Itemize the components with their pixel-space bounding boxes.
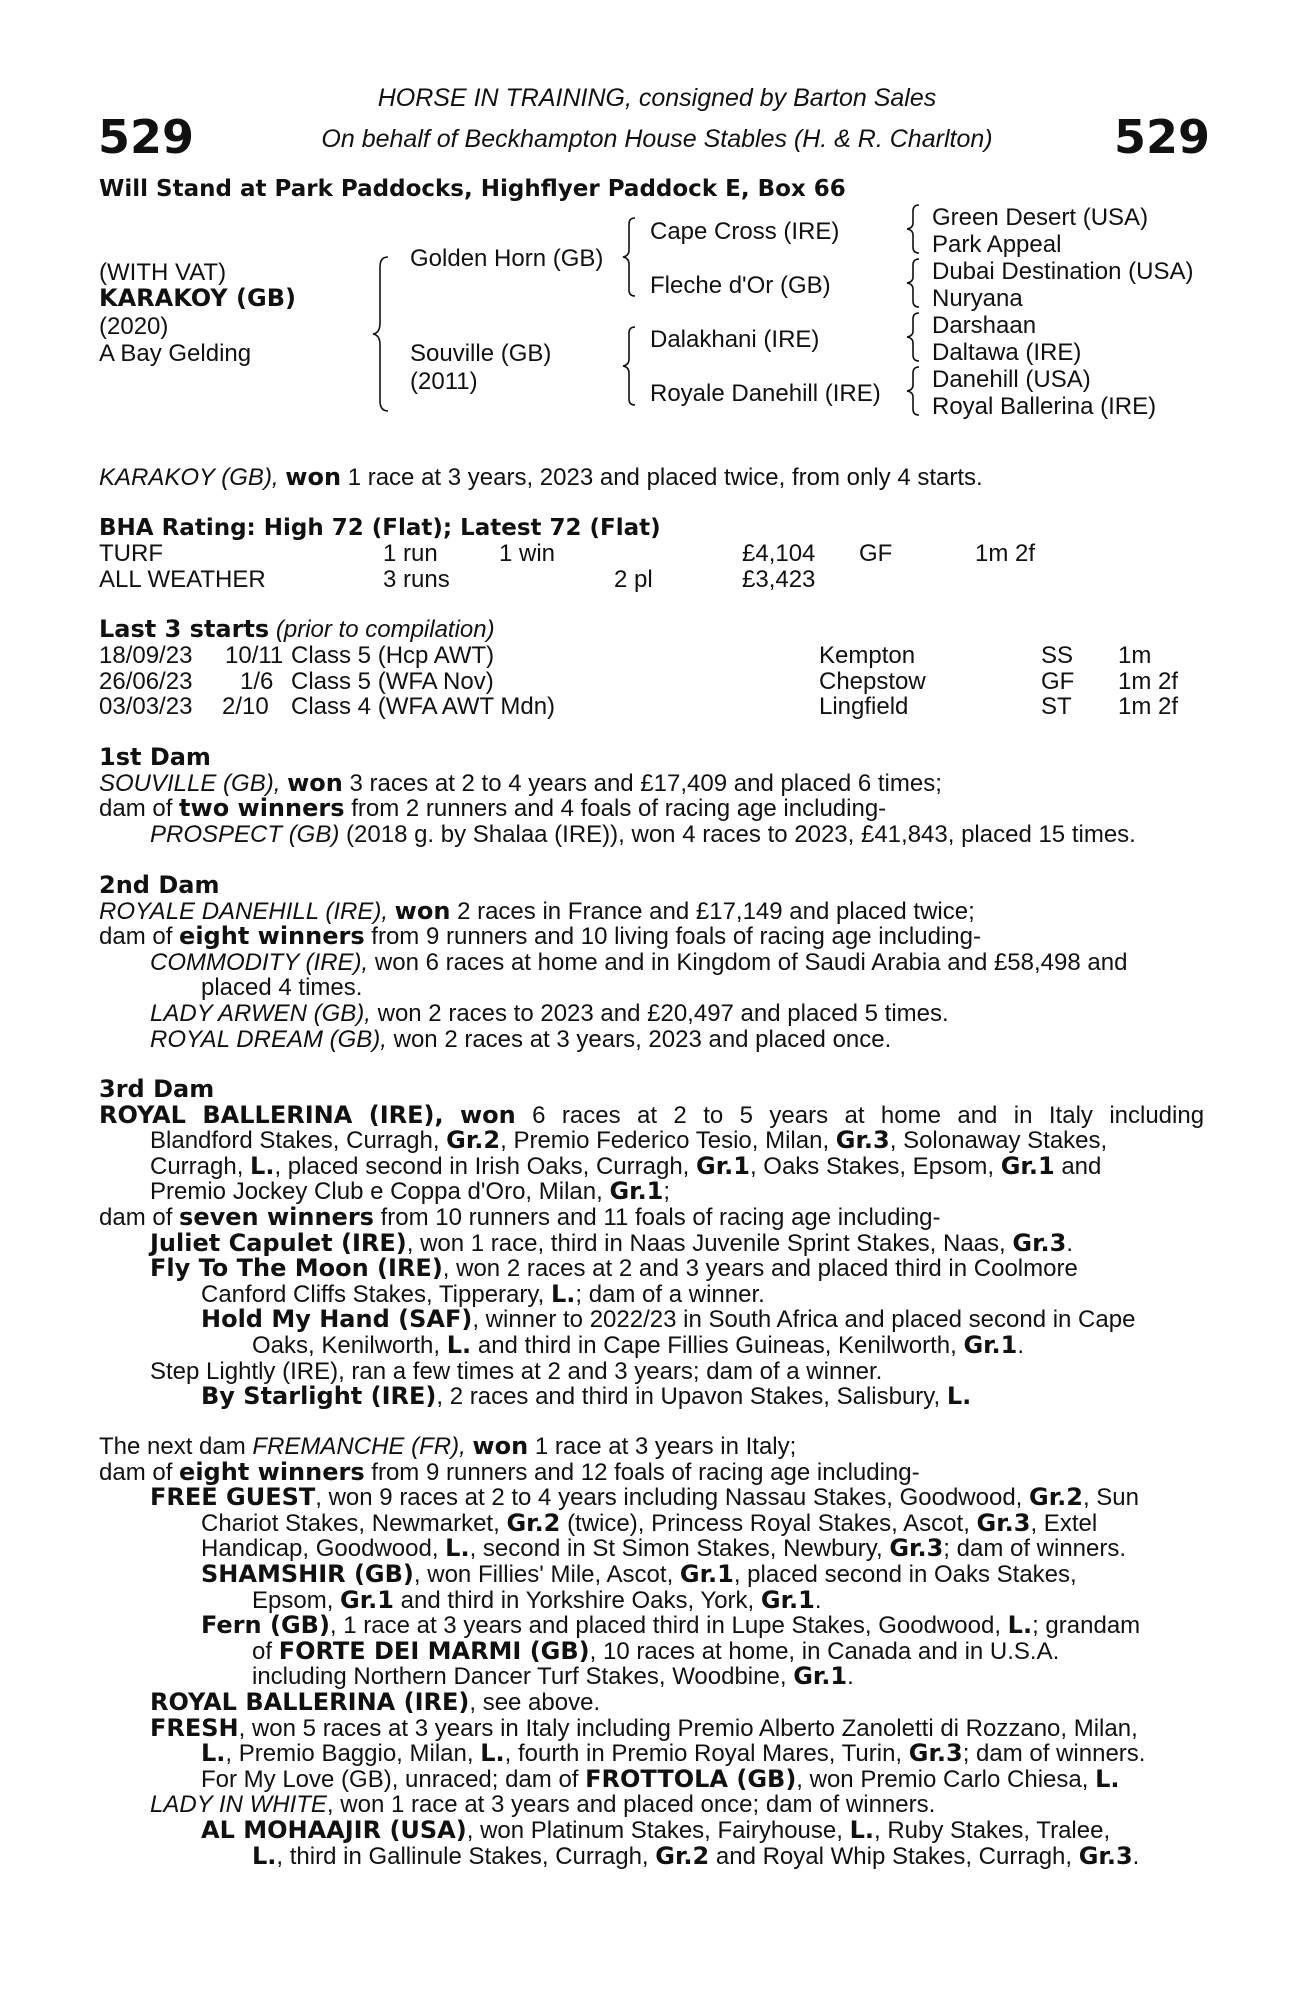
produce-line: Fern (GB), 1 race at 3 years and placed third in Lupe Stakes, Goodwood, L.; grandam [201,1611,1141,1640]
pedigree-dsd: Daltawa (IRE) [932,339,1082,366]
produce-line: FRESH, won 5 races at 3 years in Italy including Premio Alberto Zanoletti di Rozzano, Milan, [150,1713,1138,1742]
produce-line: ROYAL BALLERINA (IRE), see above. [150,1687,601,1716]
pedigree-sire-sire: Cape Cross (IRE) [650,218,840,245]
section-heading: 1st Dam [99,743,211,771]
dam-line: ROYALE DANEHILL (IRE), won 2 races in France and £17,149 and placed twice; [99,896,975,925]
produce-line: COMMODITY (IRE), won 6 races at home and in Kingdom of Saudi Arabia and £58,498 and [150,948,1128,976]
rating-row-turf-distance: 1m 2f [975,540,1036,567]
dam-line: dam of seven winners from 10 runners and 11 foals of racing age including- [99,1202,941,1231]
start-course: Lingfield [819,693,909,720]
start-date: 18/09/23 [99,642,193,669]
produce-line: AL MOHAAJIR (USA), won Platinum Stakes, Fairyhouse, L., Ruby Stakes, Tralee, [201,1815,1111,1844]
on-behalf-line: On behalf of Beckhampton House Stables (H. & R. Charlton) [321,125,993,153]
produce-line: Fly To The Moon (IRE), won 2 races at 2 and 3 years and placed third in Coolmore [150,1254,1078,1283]
horse-name: KARAKOY (GB) [99,284,296,312]
produce-line: placed 4 times. [201,974,363,1002]
start-distance: 1m [1118,642,1152,669]
pedigree-dss: Darshaan [932,312,1037,339]
dam-line: dam of two winners from 2 runners and 4 foals of racing age including- [99,794,887,823]
horse-year: (2020) [99,313,169,340]
pedigree-ddd: Royal Ballerina (IRE) [932,393,1157,420]
lot-number-right: 529 [1114,110,1211,164]
pedigree-sire: Golden Horn (GB) [410,245,604,272]
section-heading: 2nd Dam [99,871,220,899]
last-starts-heading: Last 3 starts (prior to compilation) [99,615,495,643]
dam-line: Premio Jockey Club e Coppa d'Oro, Milan, Gr.1; [150,1177,671,1206]
start-race: Class 4 (WFA AWT Mdn) [291,693,556,720]
pedigree-brace-dd [905,365,923,417]
start-position: 10/11 [225,642,284,669]
section-heading: 3rd Dam [99,1075,215,1103]
produce-line: L., third in Gallinule Stakes, Curragh, Gr.2 and Royal Whip Stakes, Curragh, Gr.3. [252,1841,1140,1870]
bha-rating: BHA Rating: High 72 (Flat); Latest 72 (Flat) [99,515,661,541]
produce-line: Canford Cliffs Stakes, Tipperary, L.; dam of a winner. [201,1279,765,1308]
dam-line: The next dam FREMANCHE (FR), won 1 race at 3 years in Italy; [99,1432,797,1460]
start-distance: 1m 2f [1118,668,1179,695]
produce-line: including Northern Dancer Turf Stakes, Woodbine, Gr.1. [252,1662,854,1691]
start-going: SS [1041,642,1074,669]
next-dam-section [99,1434,1204,1869]
produce-line: PROSPECT (GB) (2018 g. by Shalaa (IRE)), won 4 races to 2023, £41,843, placed 15 times. [150,820,1136,848]
start-date: 03/03/23 [99,693,193,720]
vat-status: (WITH VAT) [99,259,227,286]
start-race: Class 5 (WFA Nov) [291,668,494,695]
produce-line: Epsom, Gr.1 and third in Yorkshire Oaks, York, Gr.1. [252,1585,822,1614]
pedigree-brace-sd [905,257,923,309]
pedigree-dds: Danehill (USA) [932,366,1091,393]
produce-line: By Starlight (IRE), 2 races and third in Upavon Stakes, Salisbury, L. [201,1382,972,1411]
start-distance: 1m 2f [1118,693,1179,720]
produce-line: LADY IN WHITE, won 1 race at 3 years and placed once; dam of winners. [150,1791,936,1819]
start-race: Class 5 (Hcp AWT) [291,642,495,669]
rating-row-turf-wins: 1 win [499,540,556,567]
dam-line: SOUVILLE (GB), won 3 races at 2 to 4 years and £17,409 and placed 6 times; [99,768,942,797]
produce-line: Oaks, Kenilworth, L. and third in Cape Fillies Guineas, Kenilworth, Gr.1. [252,1330,1025,1359]
first-dam-section [99,745,1204,847]
pedigree-sdd: Nuryana [932,285,1023,312]
produce-line: LADY ARWEN (GB), won 2 races to 2023 and £20,497 and placed 5 times. [150,999,949,1027]
dam-line: Blandford Stakes, Curragh, Gr.2, Premio Federico Tesio, Milan, Gr.3, Solonaway Stakes, [150,1126,1108,1155]
produce-line: ROYAL DREAM (GB), won 2 races at 3 years, 2023 and placed once. [150,1025,892,1053]
pedigree-sire-dam: Fleche d'Or (GB) [650,272,831,299]
race-summary: KARAKOY (GB), won 1 race at 3 years, 2023 and placed twice, from only 4 starts. [99,463,983,491]
pedigree-sss: Green Desert (USA) [932,204,1149,231]
pedigree-dam-year: (2011) [410,368,478,395]
lot-number-left: 529 [98,110,195,164]
produce-line: Chariot Stakes, Newmarket, Gr.2 (twice), Princess Royal Stakes, Ascot, Gr.3, Extel [201,1508,1098,1537]
produce-line: L., Premio Baggio, Milan, L., fourth in Premio Royal Mares, Turin, Gr.3; dam of winners. [201,1739,1146,1768]
rating-row-aw-earnings: £3,423 [742,566,816,593]
start-course: Kempton [819,642,916,669]
rating-row-turf-runs: 1 run [383,540,438,567]
produce-line: FREE GUEST, won 9 races at 2 to 4 years including Nassau Stakes, Goodwood, Gr.2, Sun [150,1483,1139,1512]
horse-description: A Bay Gelding [99,340,252,367]
pedigree-ssd: Park Appeal [932,231,1062,258]
produce-line: Hold My Hand (SAF), winner to 2022/23 in South Africa and placed second in Cape [201,1305,1136,1334]
rating-row-aw-placed: 2 pl [614,566,653,593]
start-going: ST [1041,693,1072,720]
consignor-line: HORSE IN TRAINING, consigned by Barton Sales [377,84,937,112]
rating-row-turf-surface: TURF [99,540,163,567]
dam-line: dam of eight winners from 9 runners and 12 foals of racing age including- [99,1457,920,1486]
third-dam-section [99,1077,1204,1410]
produce-line: Handicap, Goodwood, L., second in St Simon Stakes, Newbury, Gr.3; dam of winners. [201,1534,1127,1563]
produce-line: of FORTE DEI MARMI (GB), 10 races at home, in Canada and in U.S.A. [252,1636,1060,1665]
pedigree-sds: Dubai Destination (USA) [932,258,1194,285]
produce-line: Step Lightly (IRE), ran a few times at 2 and 3 years; dam of a winner. [150,1357,883,1385]
pedigree-brace-dam [621,325,639,407]
pedigree-dam-dam: Royale Danehill (IRE) [650,380,881,407]
dam-line: ROYAL BALLERINA (IRE), won 6 races at 2 to 5 years at home and in Italy including [99,1102,1204,1129]
pedigree-brace-gen1 [372,255,394,413]
rating-row-turf-earnings: £4,104 [742,540,816,567]
stand-location: Will Stand at Park Paddocks, Highflyer Paddock E, Box 66 [99,176,846,202]
start-course: Chepstow [819,668,926,695]
second-dam-section [99,873,1204,1052]
pedigree-brace-ds [905,311,923,363]
pedigree-brace-ss [905,203,923,255]
rating-row-aw-runs: 3 runs [383,566,450,593]
produce-line: For My Love (GB), unraced; dam of FROTTOLA (GB), won Premio Carlo Chiesa, L. [201,1764,1120,1793]
dam-line: dam of eight winners from 9 runners and 10 living foals of racing age including- [99,922,981,951]
dam-line: Curragh, L., placed second in Irish Oaks, Curragh, Gr.1, Oaks Stakes, Epsom, Gr.1 and [150,1151,1102,1180]
pedigree-brace-sire [621,216,639,298]
start-position: 2/10 [222,693,269,720]
rating-row-turf-going: GF [859,540,893,567]
produce-line: Juliet Capulet (IRE), won 1 race, third in Naas Juvenile Sprint Stakes, Naas, Gr.3. [150,1228,1073,1257]
start-date: 26/06/23 [99,668,193,695]
pedigree-dam: Souville (GB) [410,340,552,367]
start-position: 1/6 [240,668,274,695]
rating-row-aw-surface: ALL WEATHER [99,566,266,593]
pedigree-dam-sire: Dalakhani (IRE) [650,326,820,353]
start-going: GF [1041,668,1075,695]
produce-line: SHAMSHIR (GB), won Fillies' Mile, Ascot, Gr.1, placed second in Oaks Stakes, [201,1559,1077,1588]
